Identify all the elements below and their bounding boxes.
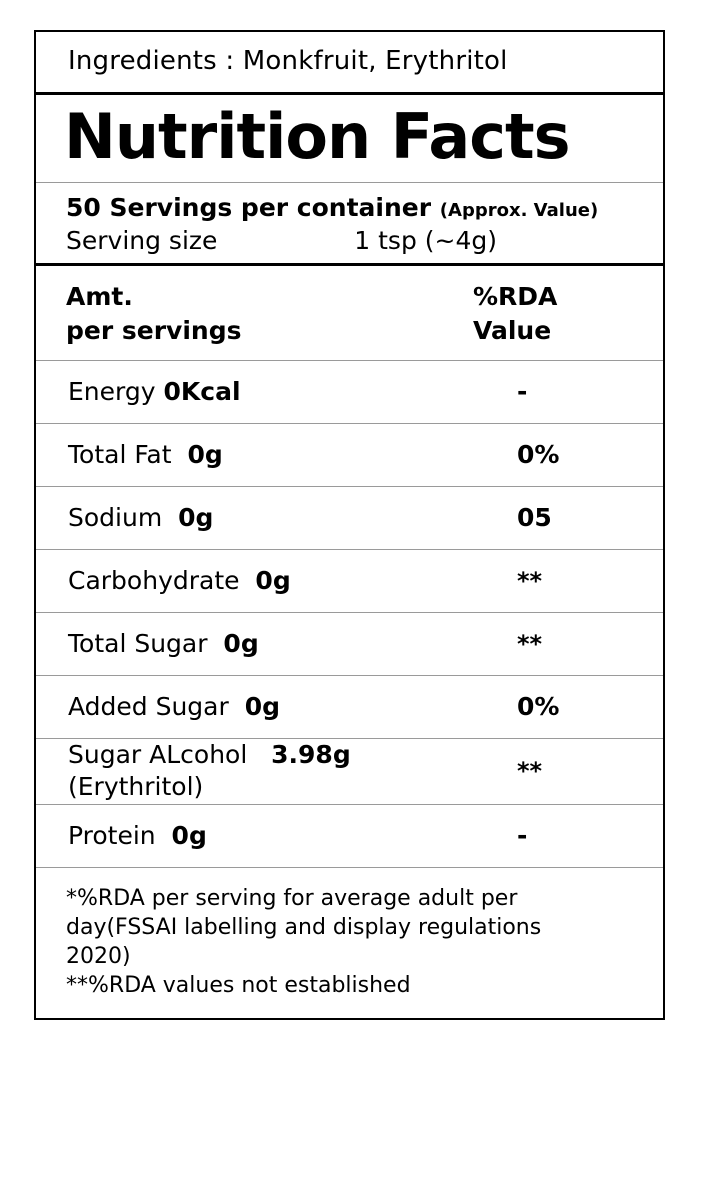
- rda-header-line2: Value: [473, 316, 552, 346]
- nutrient-amount: 0g: [255, 565, 291, 595]
- nutrient-rda: **: [517, 757, 543, 786]
- table-row: [36, 805, 663, 868]
- nutrient-label: Energy: [68, 376, 156, 406]
- nutrient-label: Total Fat: [68, 439, 172, 469]
- serving-size-value: 1 tsp (~4g): [354, 226, 497, 256]
- nutrient-name: [68, 820, 473, 853]
- servings-per-container-text: 50 Servings per container: [66, 193, 432, 223]
- table-row: [36, 613, 663, 676]
- nutrient-label: Sodium: [68, 502, 163, 532]
- nutrient-rda: 05: [517, 503, 552, 533]
- footnote-line-1: *%RDA per serving for average adult per: [66, 885, 518, 911]
- rda-column-header: [473, 280, 663, 348]
- servings-block: [36, 183, 663, 266]
- amount-column-header: [66, 280, 242, 348]
- nutrient-amount: 0g: [178, 502, 214, 532]
- nutrient-amount: 0g: [244, 691, 280, 721]
- footnote-line-4: **%RDA values not established: [66, 972, 411, 998]
- nutrient-label: Carbohydrate: [68, 565, 240, 595]
- serving-size-row: [66, 226, 663, 255]
- nutrient-rda: 0%: [517, 692, 560, 722]
- nutrient-name: [68, 439, 473, 472]
- nutrient-rda: **: [517, 629, 543, 658]
- nutrient-sublabel: (Erythritol): [68, 772, 204, 802]
- title-text: Nutrition Facts: [64, 100, 570, 173]
- nutrient-amount: 0g: [171, 820, 207, 850]
- ingredients-text: Ingredients : Monkfruit, Erythritol: [68, 46, 508, 76]
- nutrient-name: [68, 691, 473, 724]
- rda-header-line1: %RDA: [473, 282, 558, 312]
- ingredients-row: [36, 32, 663, 95]
- nutrient-label: Total Sugar: [68, 628, 208, 658]
- servings-approx-note: (Approx. Value): [439, 200, 599, 222]
- nutrient-rda: **: [517, 566, 543, 595]
- table-row: [36, 361, 663, 424]
- nutrient-amount: 0Kcal: [163, 376, 241, 406]
- nutrient-label: Protein: [68, 820, 156, 850]
- table-row: [36, 739, 663, 805]
- nutrient-label: Added Sugar: [68, 691, 229, 721]
- nutrient-name: [68, 628, 473, 661]
- table-row: [36, 676, 663, 739]
- footnote-line-3: 2020): [66, 943, 131, 969]
- table-row: [36, 550, 663, 613]
- nutrient-name: [68, 565, 473, 598]
- nutrient-rda: 0%: [517, 440, 560, 470]
- servings-per-container-row: [66, 193, 663, 222]
- nutrition-facts-label: [34, 30, 665, 1020]
- nutrient-name: [68, 376, 473, 409]
- amount-header-line2: per servings: [66, 316, 242, 346]
- nutrient-name: [68, 739, 473, 804]
- nutrient-amount: 0g: [223, 628, 259, 658]
- page-title: [36, 95, 663, 183]
- column-headers: [36, 266, 663, 361]
- table-row: [36, 487, 663, 550]
- footnote-line-2: day(FSSAI labelling and display regulations: [66, 914, 542, 940]
- serving-size-label: Serving size: [66, 226, 218, 256]
- nutrient-label: Sugar ALcohol: [68, 739, 248, 769]
- nutrient-rda: -: [517, 821, 528, 851]
- amount-header-line1: Amt.: [66, 282, 133, 312]
- table-row: [36, 424, 663, 487]
- footnote-block: [36, 868, 663, 1018]
- nutrient-name: [68, 502, 473, 535]
- nutrient-amount: 3.98g: [271, 739, 351, 769]
- nutrient-amount: 0g: [187, 439, 223, 469]
- nutrient-rda: -: [517, 377, 528, 407]
